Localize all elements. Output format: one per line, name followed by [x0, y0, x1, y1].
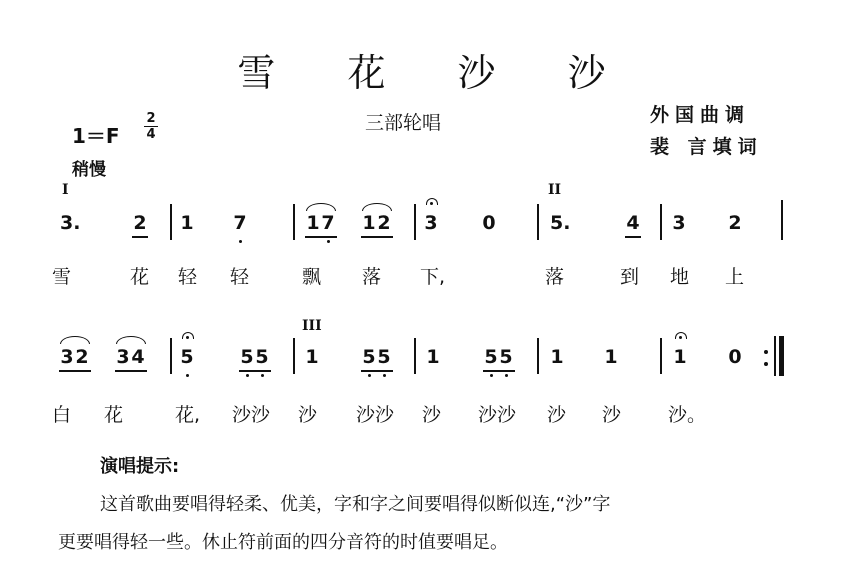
note: 1 — [673, 346, 687, 368]
underline — [625, 236, 641, 238]
low-octave-dot — [261, 374, 264, 377]
low-octave-dot — [246, 374, 249, 377]
low-octave-dot — [327, 240, 330, 243]
underline — [361, 370, 393, 372]
repeat-dot — [764, 350, 768, 354]
low-octave-dot — [186, 374, 189, 377]
barline — [414, 204, 416, 240]
lyric: 落 — [362, 266, 382, 288]
barline — [170, 338, 172, 374]
lyricist-credit: 裴 言填词 — [650, 136, 763, 158]
fermata-icon — [182, 332, 194, 339]
lyric: 落 — [545, 266, 565, 288]
note: 3 — [60, 346, 74, 368]
time-signature-bottom: 4 — [146, 127, 156, 142]
lyric: 沙沙 — [232, 404, 271, 426]
time-signature-top: 2 — [146, 111, 156, 126]
slur — [362, 203, 392, 211]
note: 5 — [255, 346, 269, 368]
barline — [293, 338, 295, 374]
underline — [115, 370, 147, 372]
note: 5 — [240, 346, 254, 368]
barline — [781, 200, 783, 240]
lyric: 地 — [670, 266, 690, 288]
lyric: 沙 — [602, 404, 622, 426]
section-mark-2: II — [548, 182, 562, 198]
low-octave-dot — [368, 374, 371, 377]
key-signature: 1＝F — [72, 124, 120, 148]
subtitle: 三部轮唱 — [365, 112, 442, 134]
underline — [132, 236, 148, 238]
lyric: 花 — [104, 404, 124, 426]
underline — [361, 236, 393, 238]
lyric: 上 — [725, 266, 745, 288]
note: 5 — [499, 346, 513, 368]
barline — [537, 338, 539, 374]
underline — [483, 370, 515, 372]
lyric: 沙 — [547, 404, 567, 426]
note: 5 — [377, 346, 391, 368]
low-octave-dot — [239, 240, 242, 243]
lyric: 到 — [620, 266, 640, 288]
lyric: 飘 — [302, 266, 322, 288]
lyric: 下, — [420, 266, 446, 288]
note: 7 — [233, 212, 247, 234]
underline — [305, 236, 337, 238]
tips-line-1: 这首歌曲要唱得轻柔、优美，字和字之间要唱得似断似连,“沙”字 — [100, 494, 611, 515]
low-octave-dot — [490, 374, 493, 377]
lyric: 沙。 — [668, 404, 707, 426]
note: 4 — [131, 346, 145, 368]
lyric: 轻 — [178, 266, 198, 288]
note: 0 — [728, 346, 742, 368]
note: 3 — [424, 212, 438, 234]
barline — [170, 204, 172, 240]
barline — [537, 204, 539, 240]
fermata-icon — [675, 332, 687, 339]
underline — [59, 370, 91, 372]
barline — [774, 336, 776, 376]
lyric: 轻 — [230, 266, 250, 288]
note: 7 — [321, 212, 335, 234]
barline — [414, 338, 416, 374]
lyric: 沙沙 — [478, 404, 517, 426]
note: 1 — [180, 212, 194, 234]
note: 3. — [60, 212, 81, 234]
note: 1 — [362, 212, 376, 234]
tempo-marking: 稍慢 — [72, 160, 106, 180]
note: 1 — [305, 346, 319, 368]
repeat-dot — [764, 362, 768, 366]
note: 3 — [116, 346, 130, 368]
lyric: 沙沙 — [356, 404, 395, 426]
underline — [239, 370, 271, 372]
song-title: 雪 花 沙 沙 — [237, 51, 636, 95]
barline — [660, 338, 662, 374]
note: 2 — [728, 212, 742, 234]
lyric: 沙 — [422, 404, 442, 426]
barline — [660, 204, 662, 240]
lyric: 花, — [175, 404, 201, 426]
note: 1 — [306, 212, 320, 234]
note: 5 — [180, 346, 194, 368]
tips-line-2: 更要唱得轻一些。休止符前面的四分音符的时值要唱足。 — [58, 532, 508, 553]
section-mark-3: III — [302, 318, 322, 334]
note: 5. — [550, 212, 571, 234]
lyric: 雪 — [52, 266, 72, 288]
note: 5 — [362, 346, 376, 368]
note: 2 — [133, 212, 147, 234]
slur — [116, 336, 146, 344]
note: 4 — [626, 212, 640, 234]
tips-heading: 演唱提示: — [100, 456, 180, 477]
note: 1 — [604, 346, 618, 368]
time-signature — [142, 112, 160, 141]
fermata-icon — [426, 198, 438, 205]
section-mark-1: I — [62, 182, 69, 198]
note: 1 — [426, 346, 440, 368]
note: 2 — [377, 212, 391, 234]
note: 3 — [672, 212, 686, 234]
lyric: 白 — [52, 404, 72, 426]
lyric: 沙 — [298, 404, 318, 426]
slur — [306, 203, 336, 211]
lyric: 花 — [130, 266, 150, 288]
barline — [293, 204, 295, 240]
note: 1 — [550, 346, 564, 368]
note: 0 — [482, 212, 496, 234]
note: 2 — [75, 346, 89, 368]
slur — [60, 336, 90, 344]
low-octave-dot — [505, 374, 508, 377]
final-barline — [779, 336, 784, 376]
low-octave-dot — [383, 374, 386, 377]
note: 5 — [484, 346, 498, 368]
composer-credit: 外国曲调 — [650, 104, 751, 126]
